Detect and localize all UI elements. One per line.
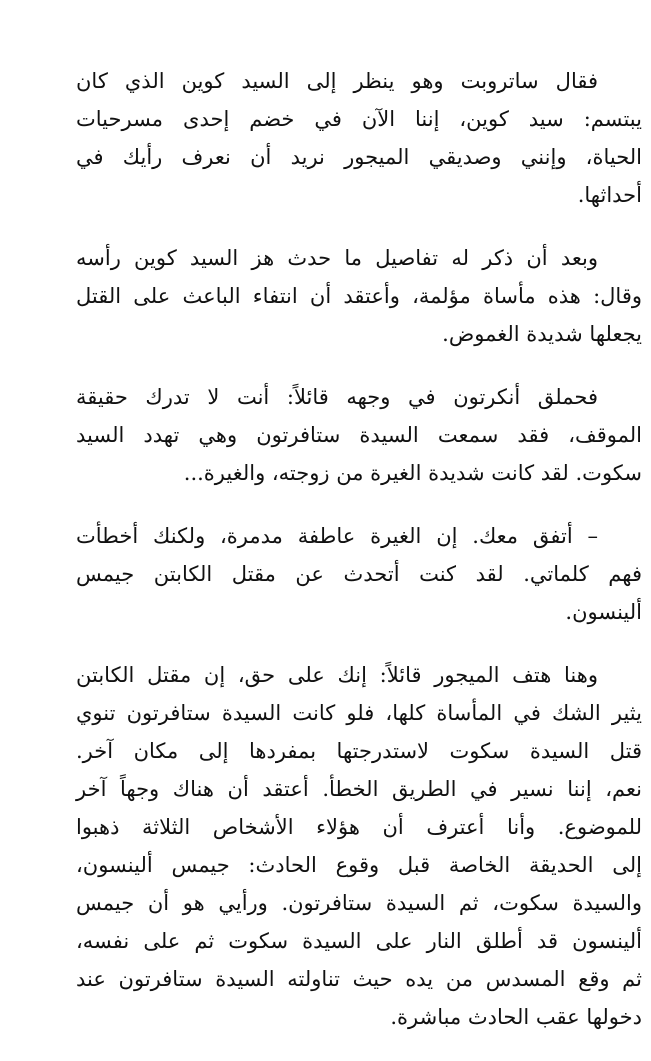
paragraph-3: [76, 378, 642, 492]
text-line: إلى الحديقة الخاصة قبل وقوع الحادث: جيمس ألينسون،: [76, 853, 642, 877]
text-line: يثير الشك في المأساة كلها، فلو كانت السيدة ستافرتون تنوي: [76, 701, 642, 725]
text-line: وبعد أن ذكر له تفاصيل ما حدث هز السيد كوين رأسه: [76, 246, 598, 270]
document-page: [76, 62, 642, 1061]
paragraph-4: [76, 517, 642, 631]
text-line: أحداثها.: [577, 183, 642, 207]
text-line: ألينسون.: [565, 600, 642, 624]
text-line: نعم، إننا نسير في الطريق الخطأ. أعتقد أن هناك وجهاً آخر: [76, 777, 642, 801]
text-line: فحملق أنكرتون في وجهه قائلاً: أنت لا تدرك حقيقة: [76, 385, 598, 409]
paragraph-5: [76, 656, 642, 1036]
text-line: سكوت. لقد كانت شديدة الغيرة من زوجته، والغيرة...: [183, 461, 642, 485]
text-line: للموضوع. وأنا أعترف أن هؤلاء الأشخاص الثلاثة ذهبوا: [76, 815, 642, 839]
text-line: فقال ساتروبت وهو ينظر إلى السيد كوين الذي كان: [76, 69, 598, 93]
text-line: دخولها عقب الحادث مباشرة.: [390, 1005, 642, 1029]
text-line: يبتسم: سيد كوين، إننا الآن في خضم إحدى مسرحيات: [76, 107, 642, 131]
text-line: فهم كلماتي. لقد كنت أتحدث عن مقتل الكابتن جيمس: [76, 562, 642, 586]
paragraph-2: [76, 239, 642, 353]
paragraph-1: [76, 62, 642, 214]
text-line: وهنا هتف الميجور قائلاً: إنك على حق، إن مقتل الكابتن: [76, 663, 598, 687]
text-line: قتل السيدة سكوت لاستدرجتها بمفردها إلى مكان آخر.: [76, 739, 642, 763]
text-line: والسيدة سكوت، ثم السيدة ستافرتون. ورأيي هو أن جيمس: [76, 891, 642, 915]
text-line: – أتفق معك. إن الغيرة عاطفة مدمرة، ولكنك أخطأت: [76, 524, 598, 548]
text-line: يجعلها شديدة الغموض.: [442, 322, 642, 346]
text-line: ثم وقع المسدس من يده حيث تناولته السيدة ستافرتون عند: [76, 967, 642, 991]
text-line: وقال: هذه مأساة مؤلمة، وأعتقد أن انتفاء الباعث على القتل: [76, 284, 642, 308]
text-line: ألينسون قد أطلق النار على السيدة سكوت ثم على نفسه،: [76, 929, 642, 953]
text-line: الموقف، فقد سمعت السيدة ستافرتون وهي تهدد السيد: [76, 423, 642, 447]
text-line: الحياة، وإنني وصديقي الميجور نريد أن نعرف رأيك في: [76, 145, 642, 169]
